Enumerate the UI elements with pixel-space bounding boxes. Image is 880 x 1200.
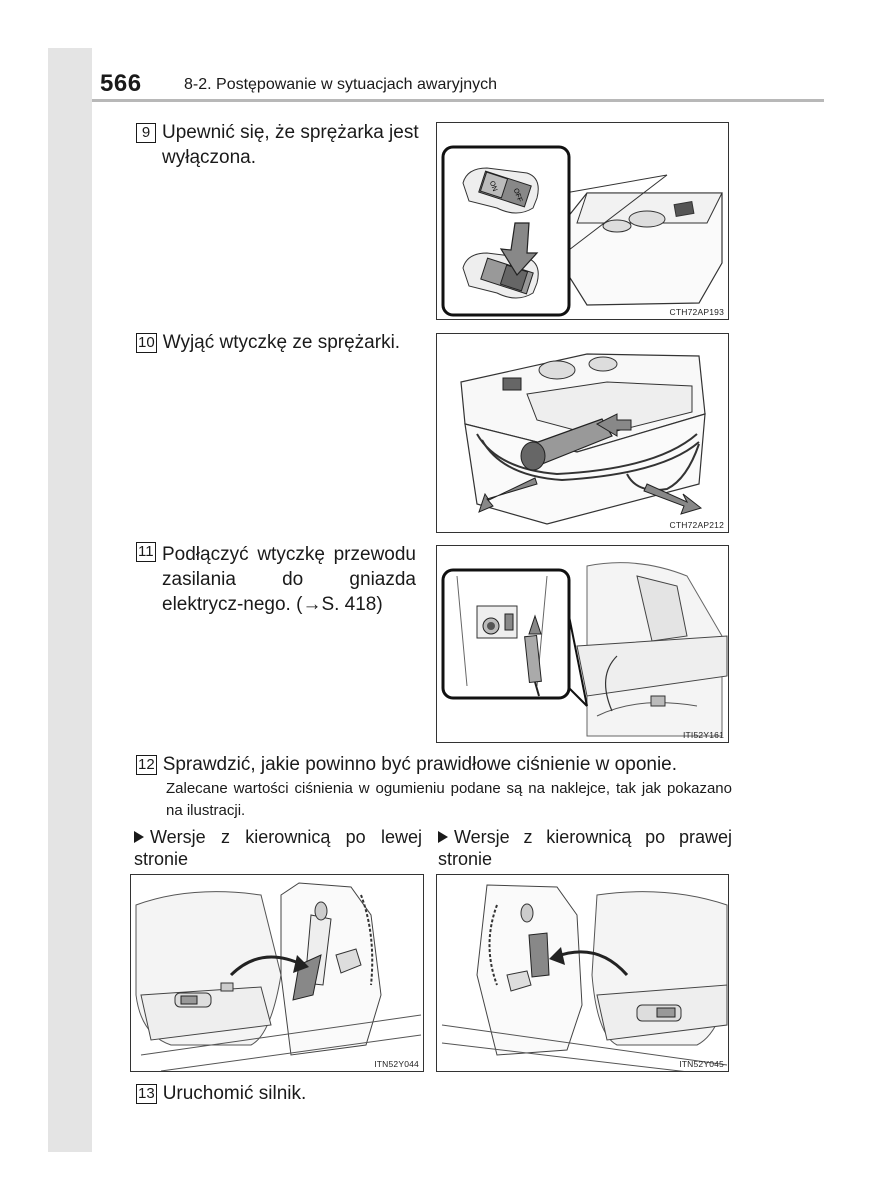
figure-remove-plug	[436, 333, 729, 533]
remove-plug-illustration	[437, 334, 729, 533]
switch-off-label: OFF	[511, 187, 524, 204]
figure-compressor-switch	[436, 122, 729, 320]
step-10	[136, 330, 426, 355]
step-11	[136, 542, 422, 617]
variant-left-hand-drive	[134, 826, 422, 870]
compressor-switch-illustration	[437, 123, 729, 320]
variant-left-label: Wersje z kierownicą po lewej stronie	[134, 827, 422, 869]
figure-code: ITN52Y045	[679, 1059, 724, 1069]
step-number: 12	[138, 756, 155, 773]
switch-on-label: ON	[487, 180, 499, 193]
figure-code: CTH72AP193	[669, 307, 724, 317]
step-number: 10	[138, 334, 155, 351]
step-text: Wyjąć wtyczkę ze sprężarki.	[162, 332, 401, 353]
step-12	[136, 752, 732, 777]
variant-right-hand-drive	[438, 826, 732, 870]
page-number: 566	[100, 70, 142, 97]
power-outlet-illustration	[437, 546, 729, 743]
bullet-triangle-icon	[134, 831, 144, 843]
step-text: Podłączyć wtyczkę przewodu zasilania do gniazda elektrycz-nego. (→S. 418)	[162, 544, 416, 615]
figure-code: ITN52Y044	[374, 1059, 419, 1069]
figure-code: CTH72AP212	[669, 520, 724, 530]
step-text: Upewnić się, że sprężarka jest wyłączona.	[162, 122, 419, 168]
figure-tire-label-rhd	[436, 874, 729, 1072]
figure-tire-label-lhd	[130, 874, 424, 1072]
figure-power-outlet	[436, 545, 729, 743]
step-12-note: Zalecane wartości ciśnienia w ogumieniu podane są na naklejce, tak jak pokazano na ilustracji.	[166, 780, 732, 819]
step-text: Sprawdzić, jakie powinno być prawidłowe ciśnienie w oponie.	[162, 754, 678, 775]
step-13	[136, 1081, 436, 1106]
step-number: 9	[136, 123, 156, 143]
step-9	[136, 120, 426, 170]
figure-code: ITI52Y161	[682, 730, 724, 740]
page-header	[92, 70, 824, 102]
tire-label-rhd-illustration	[437, 875, 729, 1072]
page-sidebar-strip	[48, 48, 92, 1152]
step-number: 13	[138, 1085, 155, 1102]
step-number: 11	[136, 542, 156, 562]
step-text: Uruchomić silnik.	[162, 1083, 307, 1104]
section-title: 8-2. Postępowanie w sytuacjach awaryjnych	[184, 76, 498, 93]
variant-right-label: Wersje z kierownicą po prawej stronie	[438, 827, 732, 869]
tire-label-lhd-illustration	[131, 875, 424, 1072]
bullet-triangle-icon	[438, 831, 448, 843]
